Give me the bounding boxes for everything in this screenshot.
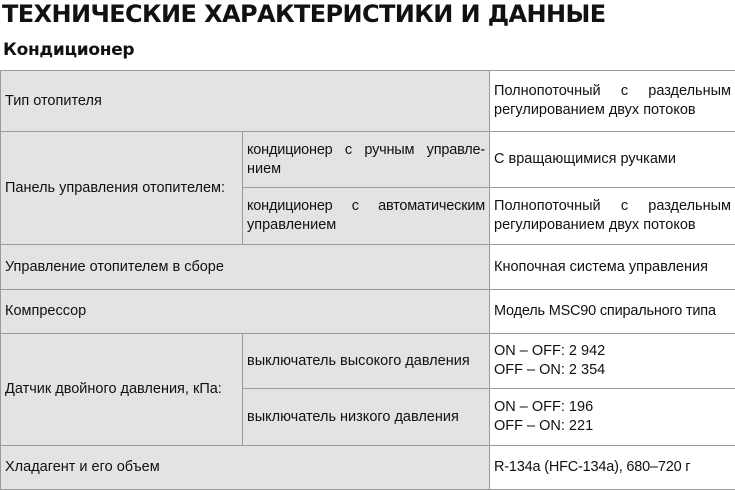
heater-assembly-value: Кнопочная система управления xyxy=(490,245,735,290)
low-pressure-value: ON – OFF: 196 OFF – ON: 221 xyxy=(490,389,735,446)
table-row xyxy=(1,71,735,132)
table-row xyxy=(1,132,735,188)
section-title: Кондиционер xyxy=(3,39,134,61)
refrigerant-label: Хладагент и его объем xyxy=(1,446,490,490)
table-row xyxy=(1,245,735,290)
heater-type-label: Тип отопителя xyxy=(1,71,490,132)
refrigerant-value: R-134a (HFC-134a), 680–720 г xyxy=(490,446,735,490)
low-pressure-label: выключатель низкого давления xyxy=(243,389,490,446)
auto-ac-value: Полнопоточный с раздельным регулированием двух потоков xyxy=(490,188,735,245)
control-panel-label: Панель управления отопителем: xyxy=(1,132,243,245)
heater-type-value: Полнопоточный с раздельным регулированием двух потоков xyxy=(490,71,735,132)
high-pressure-label: выключатель высокого давления xyxy=(243,334,490,389)
compressor-label: Компрессор xyxy=(1,290,490,334)
spec-table xyxy=(0,70,735,490)
manual-ac-label: кондиционер с ручным управле- нием xyxy=(243,132,490,188)
page-title: ТЕХНИЧЕСКИЕ ХАРАКТЕРИСТИКИ И ДАННЫЕ xyxy=(2,0,606,28)
table-row xyxy=(1,446,735,490)
table-row xyxy=(1,334,735,389)
high-pressure-value: ON – OFF: 2 942 OFF – ON: 2 354 xyxy=(490,334,735,389)
manual-ac-value: С вращающимися ручками xyxy=(490,132,735,188)
compressor-value: Модель MSC90 спирального типа xyxy=(490,290,735,334)
table-row xyxy=(1,290,735,334)
auto-ac-label: кондиционер с автоматическим управлением xyxy=(243,188,490,245)
heater-assembly-label: Управление отопителем в сборе xyxy=(1,245,490,290)
pressure-sensor-label: Датчик двойного давления, кПа: xyxy=(1,334,243,446)
